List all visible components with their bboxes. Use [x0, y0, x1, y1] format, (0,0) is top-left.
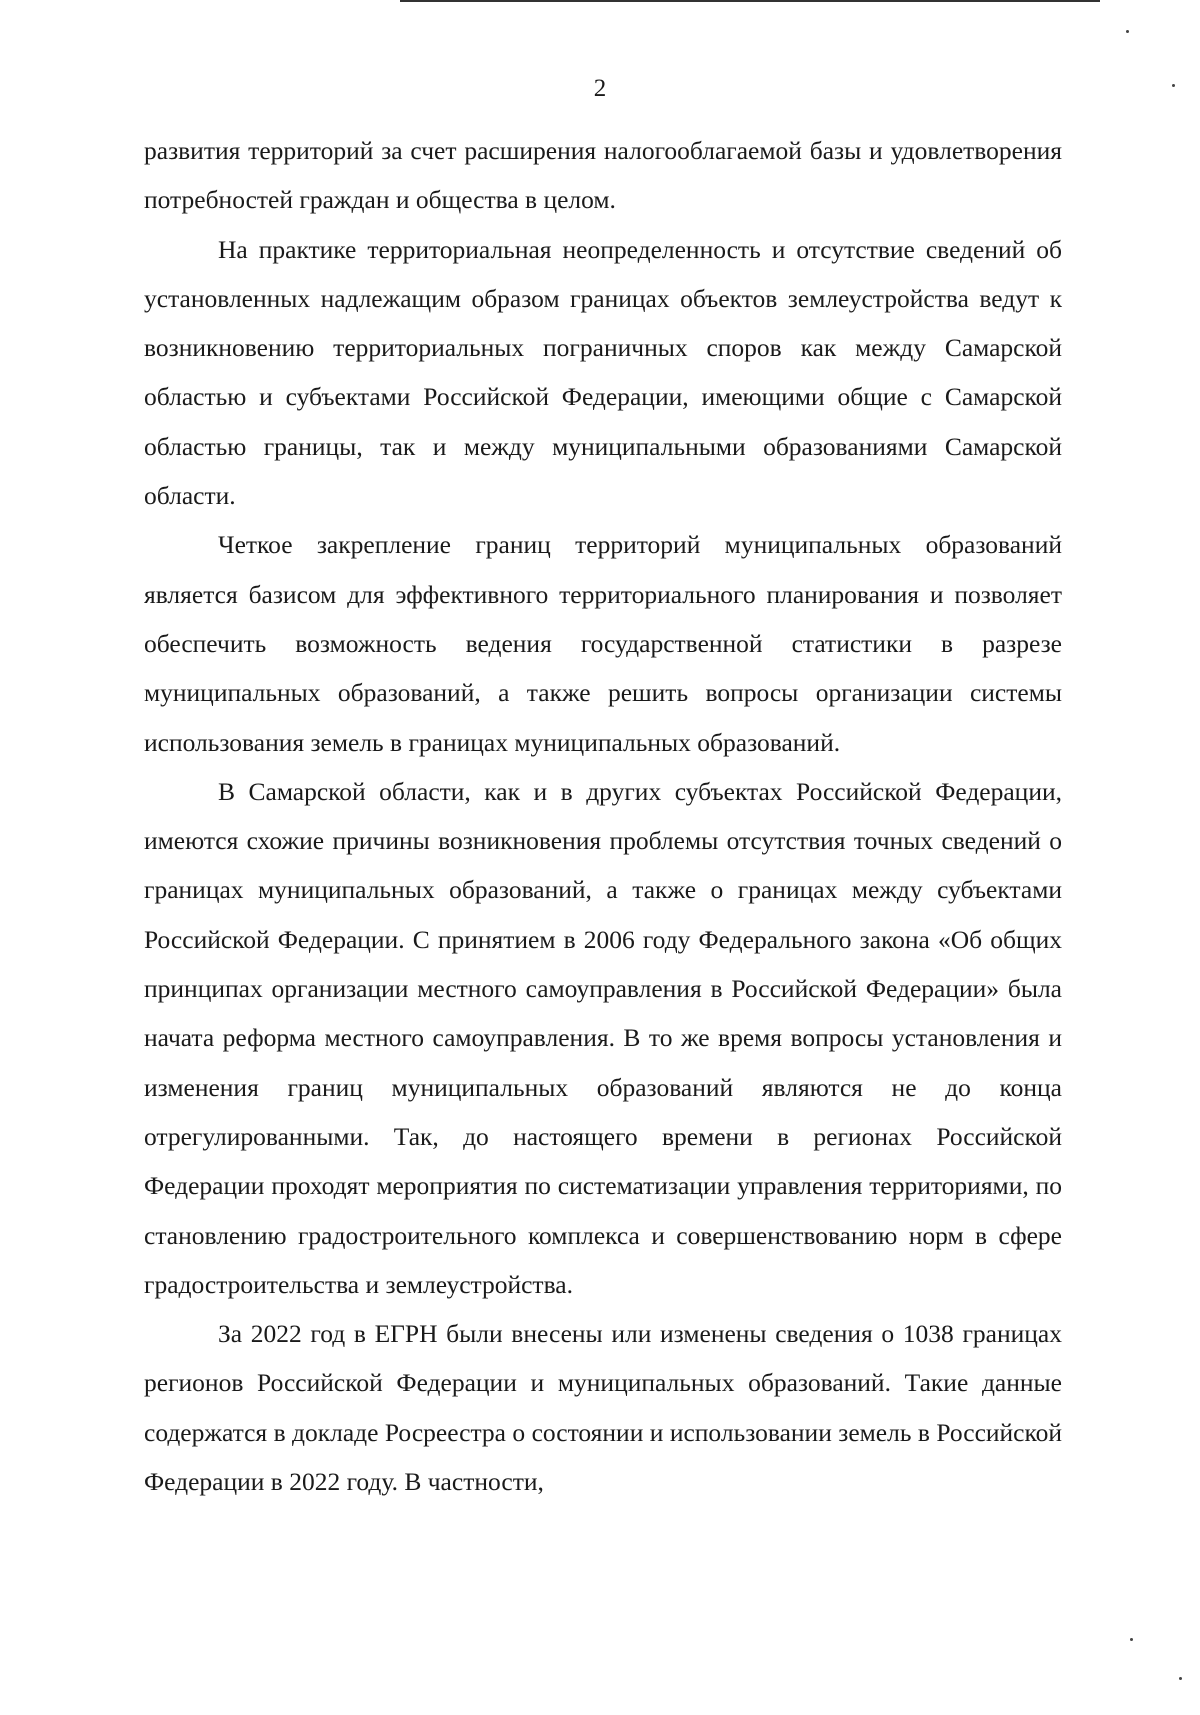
scan-top-edge-line — [400, 0, 1100, 2]
paragraph-egrn-2022: За 2022 год в ЕГРН были внесены или изменены сведения о 1038 границах регионов Российской Федерации и муниципальных образований. Такие данные содержатся в докладе Росреестра о состоянии и использовании земель в Российской Федерации в 2022 году. В частности, — [144, 1319, 1062, 1497]
scan-speck — [1126, 30, 1129, 33]
document-body — [144, 126, 1062, 1506]
paragraph-samara-region-problems: В Самарской области, как и в других субъектах Российской Федерации, имеются схожие причины возникновения проблемы отсутствия точных сведений о границах муниципальных образований, а также о границах между субъектами Российской Федерации. С принятием в 2006 году Федерального закона «Об общих принципах организации местного самоуправления в Российской Федерации» была начата реформа местного самоуправления. В то же время вопросы установления и изменения границ муниципальных образований являются не до конца отрегулированными. Так, до настоящего времени в регионах Российской Федерации проходят мероприятия по систематизации управления территориями, по становлению градостроительного комплекса и совершенствованию норм в сфере градостроительства и землеустройства. — [144, 776, 1062, 1299]
paragraph-boundary-fixation: Четкое закрепление границ территорий муниципальных образований является базисом для эффективного территориального планирования и позволяет обеспечить возможность ведения государственной статистики в разрезе муниципальных образований, а также решить вопросы организации системы использования земель в границах муниципальных образований. — [144, 530, 1062, 757]
scan-speck — [1179, 1677, 1182, 1680]
paragraph-continuation: развития территорий за счет расширения налогооблагаемой базы и удовлетворения потребностей граждан и общества в целом. — [144, 136, 1062, 215]
scan-speck — [1130, 1638, 1133, 1641]
page-number: 2 — [593, 75, 607, 102]
paragraph-territorial-uncertainty: На практике территориальная неопределенность и отсутствие сведений об установленных надлежащим образом границах объектов землеустройства ведут к возникновению территориальных пограничных споров как между Самарской областью и субъектами Российской Федерации, имеющими общие с Самарской областью границы, так и между муниципальными образованиями Самарской области. — [144, 234, 1062, 511]
